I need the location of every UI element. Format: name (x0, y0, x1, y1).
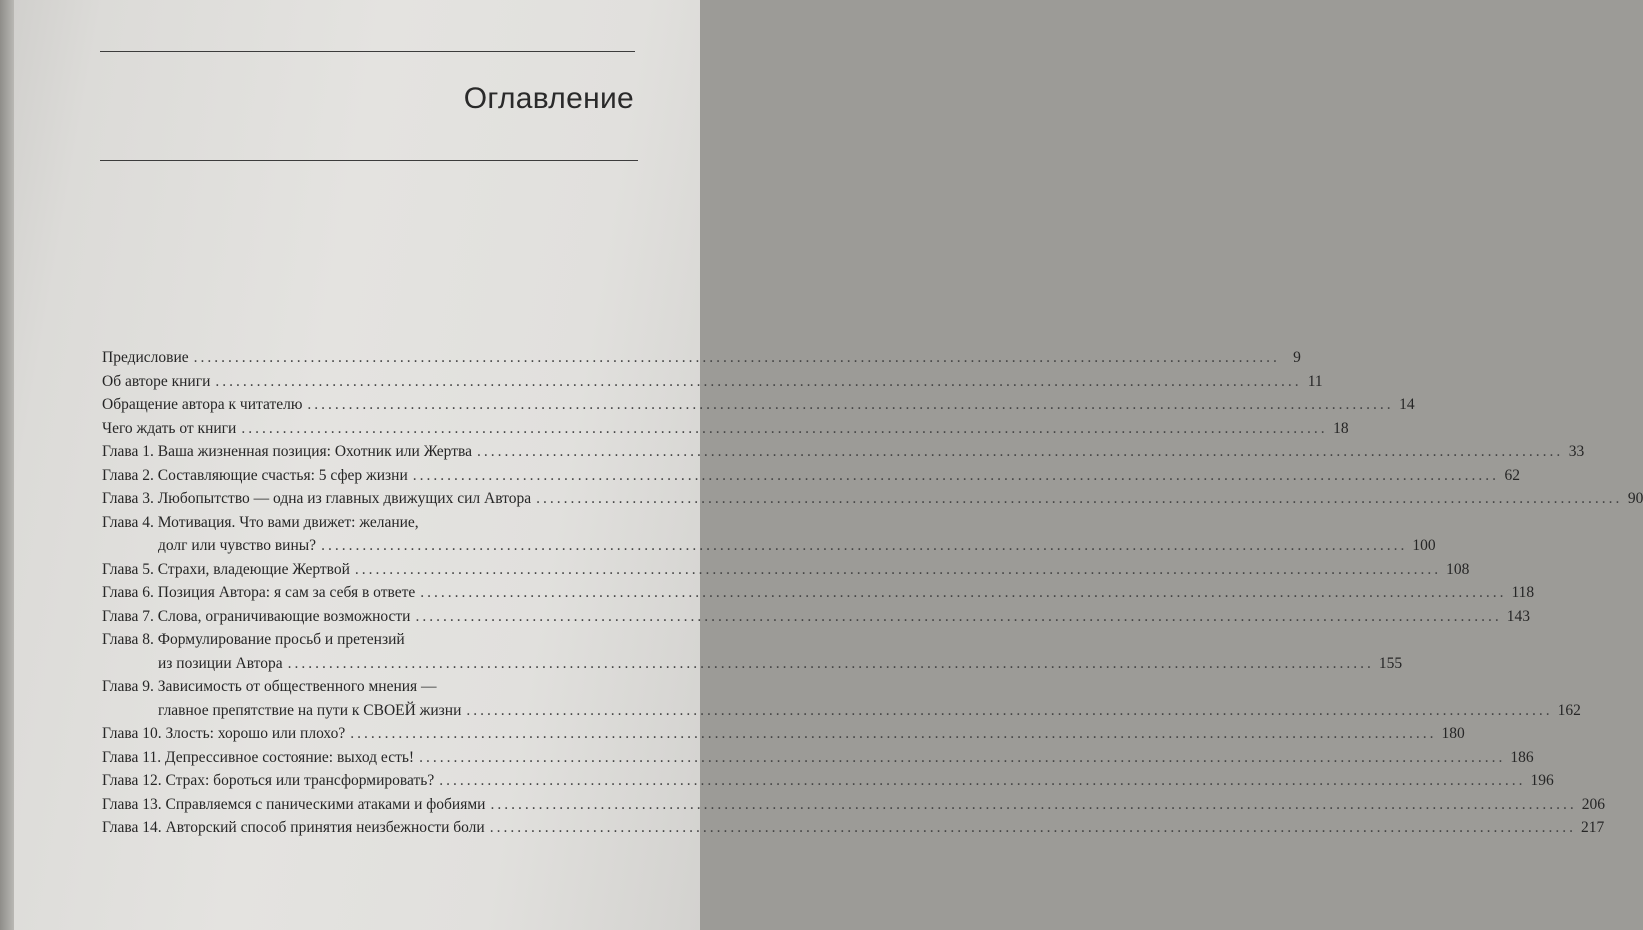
toc-page-number: 9 (1293, 349, 1301, 366)
toc-leader-dots: .............................................................................................................................................................. (477, 443, 1564, 460)
toc-entry (102, 746, 1534, 770)
toc-leader-dots: .............................................................................................................................................................. (321, 537, 1408, 554)
toc-leader-dots: .............................................................................................................................................................. (489, 819, 1576, 836)
toc-entry (102, 393, 1415, 417)
toc-leader-dots: .............................................................................................................................................................. (420, 584, 1507, 601)
toc-entry-title: долг или чувство вины? (158, 537, 317, 554)
toc-page-number: 62 (1504, 466, 1521, 484)
toc-page-number: 206 (1581, 795, 1605, 813)
page-title: Оглавление (463, 82, 634, 115)
toc-entry (102, 487, 1643, 511)
toc-entry-title: главное препятствие на пути к СВОЕЙ жизни (158, 701, 462, 719)
toc-entry-title: Обращение автора к читателю (102, 396, 303, 413)
toc-entry (102, 346, 1301, 370)
toc-entry-title: Глава 14. Авторский способ принятия неизбежности боли (102, 819, 485, 836)
toc-entry (102, 722, 1465, 746)
toc-entry-line (102, 511, 624, 535)
toc-leader-dots: .............................................................................................................................................................. (307, 396, 1394, 413)
toc-entry-line (102, 440, 1585, 464)
table-of-contents (102, 346, 1643, 840)
toc-entry-line (102, 346, 1301, 370)
toc-page-number: 18 (1333, 419, 1349, 437)
toc-entry-line (102, 464, 1521, 488)
toc-page-number: 217 (1580, 819, 1605, 836)
toc-entry (102, 628, 1403, 675)
toc-leader-dots: .............................................................................................................................................................. (490, 795, 1577, 813)
toc-leader-dots: .............................................................................................................................................................. (439, 772, 1526, 789)
toc-entry-title: Глава 10. Злость: хорошо или плохо? (102, 725, 346, 742)
toc-page-number: 162 (1557, 701, 1581, 719)
toc-leader-dots: .............................................................................................................................................................. (412, 466, 1500, 484)
toc-leader-dots: .............................................................................................................................................................. (415, 607, 1502, 625)
toc-entry-title: Глава 12. Страх: бороться или трансформировать? (102, 772, 435, 789)
page-gutter (0, 0, 14, 930)
toc-entry-title: Глава 5. Страхи, владеющие Жертвой (102, 560, 350, 578)
toc-entry-title: Предисловие (102, 349, 189, 366)
toc-leader-dots: .............................................................................................................................................................. (536, 490, 1623, 507)
toc-leader-dots: .............................................................................................................................................................. (466, 701, 1553, 719)
toc-entry (102, 816, 1605, 840)
toc-leader-dots: .............................................................................................................................................................. (419, 748, 1506, 766)
toc-entry-line (102, 675, 624, 699)
toc-entry-continuation (102, 652, 1403, 676)
toc-entry-line (102, 417, 1349, 441)
toc-page-number: 143 (1506, 607, 1530, 625)
bottom-rule (100, 160, 638, 161)
toc-entry-title: Глава 13. Справляемся с паническими атаками и фобиями (102, 795, 486, 813)
toc-entry-title: Глава 3. Любопытство — одна из главных движущих сил Автора (102, 490, 532, 507)
toc-entry (102, 440, 1585, 464)
toc-entry (102, 464, 1521, 488)
toc-entry-title: Глава 4. Мотивация. Что вами движет: желание, (102, 513, 419, 531)
toc-entry-line (102, 746, 1534, 770)
toc-entry (102, 769, 1554, 793)
toc-entry (102, 511, 1436, 558)
toc-entry-line (102, 793, 1605, 817)
toc-entry-title: Глава 6. Позиция Автора: я сам за себя в ответе (102, 584, 416, 601)
toc-entry-line (102, 558, 1470, 582)
toc-entry-line (102, 393, 1415, 417)
toc-page-number: 186 (1510, 748, 1534, 766)
toc-entry (102, 558, 1470, 582)
toc-leader-dots: .............................................................................................................................................................. (215, 372, 1302, 390)
toc-page-number: 33 (1568, 443, 1585, 460)
toc-entry-line (102, 370, 1323, 394)
toc-entry-line (102, 581, 1535, 605)
toc-entry (102, 605, 1530, 629)
toc-entry-continuation (102, 699, 1581, 723)
toc-page-number: 14 (1399, 396, 1415, 413)
toc-entry-title: из позиции Автора (158, 654, 283, 672)
toc-leader-dots: .............................................................................................................................................................. (287, 654, 1374, 672)
toc-entry (102, 581, 1535, 605)
toc-entry (102, 417, 1349, 441)
toc-entry-line (102, 628, 624, 652)
toc-page-number: 11 (1307, 372, 1323, 390)
toc-entry-title: Глава 8. Формулирование просьб и претензий (102, 631, 405, 648)
toc-entry (102, 675, 1581, 722)
toc-page-number: 196 (1530, 772, 1554, 789)
toc-entry-title: Глава 7. Слова, ограничивающие возможности (102, 607, 411, 625)
toc-entry-line (102, 722, 1465, 746)
toc-leader-dots: .............................................................................................................................................................. (241, 419, 1328, 437)
toc-leader-dots: .............................................................................................................................................................. (193, 349, 1280, 366)
toc-entry-line (102, 769, 1554, 793)
toc-entry-title: Глава 2. Составляющие счастья: 5 сфер жизни (102, 466, 408, 484)
toc-entry-title: Чего ждать от книги (102, 419, 237, 437)
toc-page-number: 118 (1511, 584, 1535, 601)
toc-page-number: 180 (1441, 725, 1465, 742)
toc-leader-dots: .............................................................................................................................................................. (354, 560, 1442, 578)
toc-entry-title: Глава 11. Депрессивное состояние: выход есть! (102, 748, 415, 766)
top-rule (100, 51, 635, 52)
toc-page-number: 90 (1627, 490, 1643, 507)
toc-leader-dots: .............................................................................................................................................................. (350, 725, 1437, 742)
toc-entry-line (102, 816, 1605, 840)
toc-page-number: 108 (1446, 560, 1470, 578)
toc-entry (102, 793, 1605, 817)
toc-entry-title: Об авторе книги (102, 372, 211, 390)
toc-entry-line (102, 487, 1643, 511)
toc-entry-line (102, 605, 1530, 629)
toc-entry (102, 370, 1323, 394)
toc-entry-title: Глава 9. Зависимость от общественного мнения — (102, 678, 437, 695)
toc-entry-title: Глава 1. Ваша жизненная позиция: Охотник или Жертва (102, 443, 472, 460)
toc-entry-continuation (102, 534, 1436, 558)
toc-page-number: 100 (1412, 537, 1436, 554)
toc-page-number: 155 (1378, 654, 1403, 672)
